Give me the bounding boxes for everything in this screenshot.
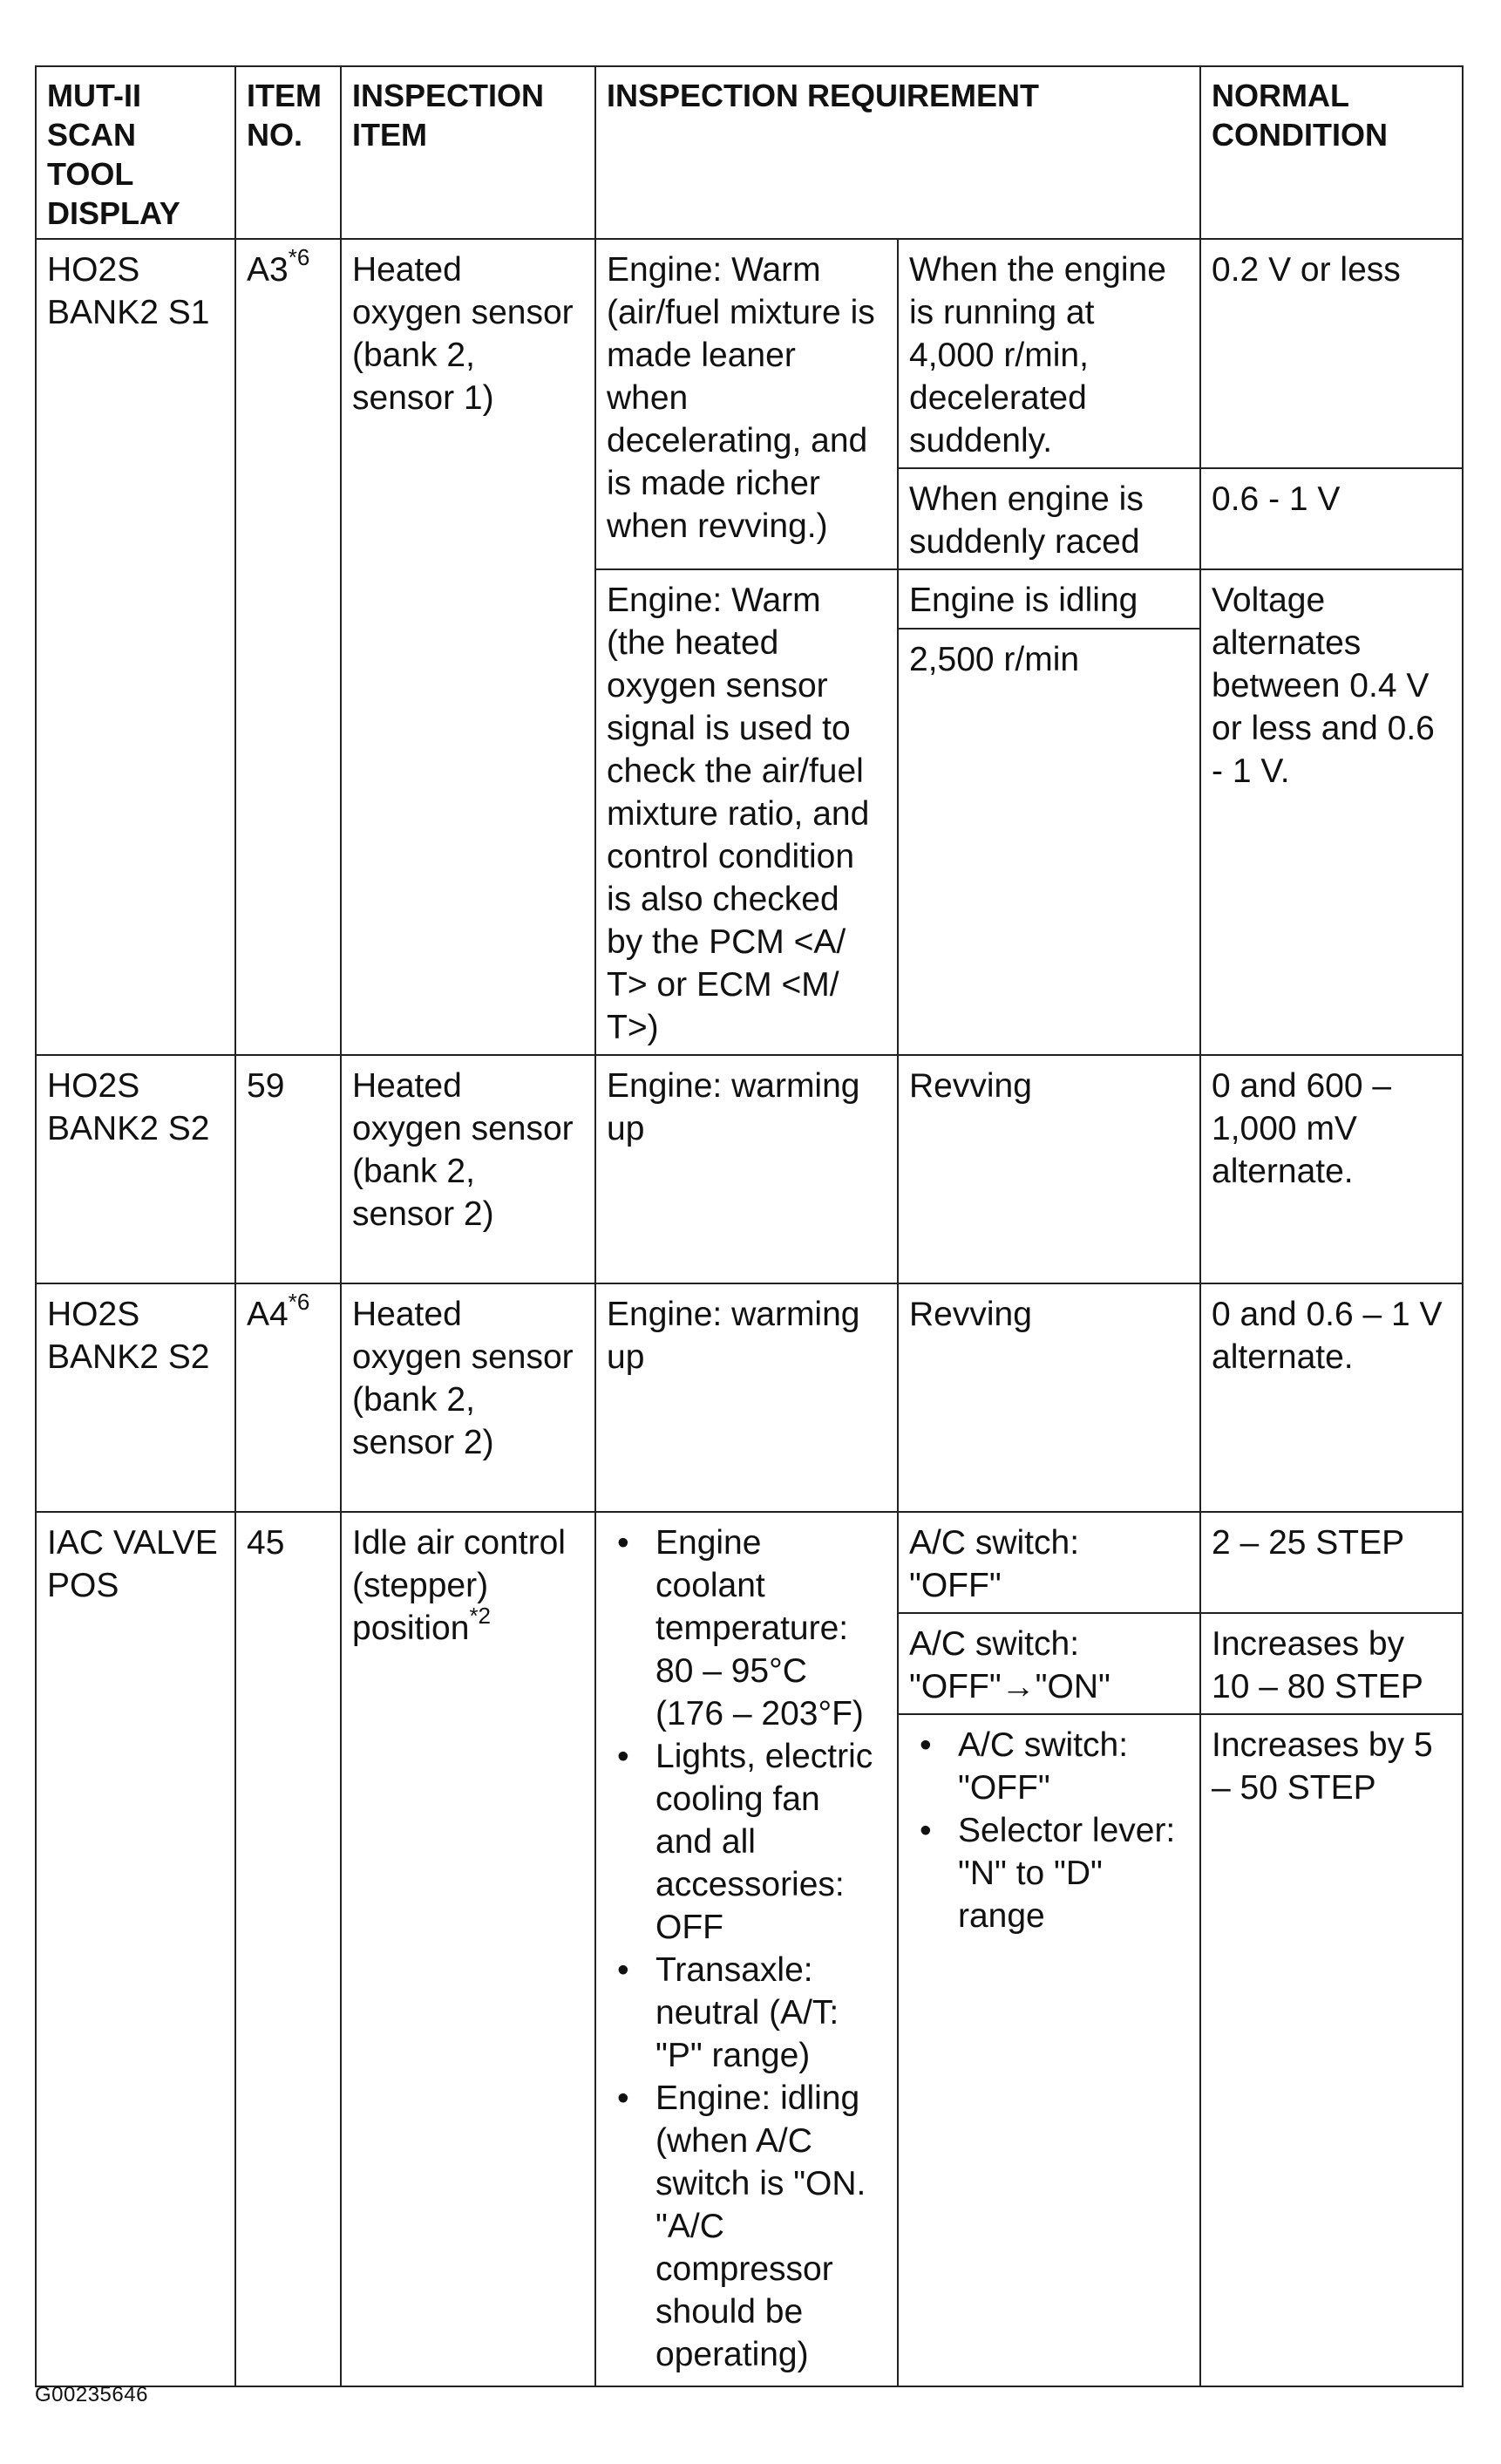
figure-id: G00235646 [35,2383,148,2406]
item-no-text: A3 [247,251,289,289]
display-cell: HO2S BANK2 S2 [36,1283,235,1512]
header-row [36,66,1463,239]
header-scan-tool-display: MUT-II SCAN TOOL DISPLAY [36,66,235,239]
condition-cell: When engine is suddenly raced [898,468,1200,569]
header-item-no: ITEM NO. [235,66,341,239]
requirement-list [607,1521,886,2376]
normal-condition-cell: Voltage alternates between 0.4 V or less and 0.6 - 1 V. [1200,569,1463,1055]
condition-cell: 2,500 r/min [898,629,1200,1055]
display-cell: HO2S BANK2 S1 [36,239,235,1055]
header-normal-condition: NORMAL CONDITION [1200,66,1463,239]
item-no-cell: 59 [235,1055,341,1283]
item-no-cell [235,239,341,1055]
requirement-cell: Engine: Warm (the heated oxygen sensor signal is used to check the air/fuel mixture ratio, and control condition is also checked by the PCM <A/ T> or ECM <M/ T>) [595,569,898,1055]
condition-cell: Revving [898,1055,1200,1283]
inspection-item-cell: Heated oxygen sensor (bank 2, sensor 2) [341,1055,595,1283]
display-cell: IAC VALVE POS [36,1512,235,2386]
footnote-mark: *6 [288,244,310,270]
list-item: • Transaxle: neutral (A/T: "P" range) [655,1949,886,2077]
normal-condition-cell: 0 and 600 – 1,000 mV alternate. [1200,1055,1463,1283]
requirement-cell [595,1512,898,2386]
requirement-cell: Engine: Warm (air/fuel mixture is made leaner when decelerating, and is made richer when revving.) [595,239,898,569]
list-item: • Engine: idling (when A/C switch is "ON. "A/C compressor should be operating) [655,2077,886,2376]
inspection-table [35,65,1464,2387]
condition-cell: When the engine is running at 4,000 r/min, decelerated suddenly. [898,239,1200,468]
display-cell: HO2S BANK2 S2 [36,1055,235,1283]
requirement-cell: Engine: warming up [595,1055,898,1283]
condition-cell: Engine is idling [898,569,1200,629]
table-row [36,1512,1463,1613]
normal-condition-cell: 0 and 0.6 – 1 V alternate. [1200,1283,1463,1512]
normal-condition-cell: Increases by 5 – 50 STEP [1200,1714,1463,2386]
normal-condition-cell: 0.6 - 1 V [1200,468,1463,569]
footnote-mark: *2 [469,1603,492,1629]
condition-list [909,1724,1189,1937]
table-row [36,239,1463,468]
table-row [36,1055,1463,1283]
list-item: • Selector lever: "N" to "D" range [958,1809,1189,1937]
inspection-item-cell: Heated oxygen sensor (bank 2, sensor 2) [341,1283,595,1512]
item-no-cell: 45 [235,1512,341,2386]
list-item: • Engine coolant temperature: 80 – 95°C (176 – 203°F) [655,1521,886,1735]
condition-cell: A/C switch: "OFF" [898,1512,1200,1613]
list-item: • Lights, electric cooling fan and all accessories: OFF [655,1735,886,1949]
inspection-item-cell: Heated oxygen sensor (bank 2, sensor 1) [341,239,595,1055]
footnote-mark: *6 [288,1289,310,1315]
item-no-cell [235,1283,341,1512]
list-item: • A/C switch: "OFF" [958,1724,1189,1809]
requirement-cell: Engine: warming up [595,1283,898,1512]
normal-condition-cell: 2 – 25 STEP [1200,1512,1463,1613]
condition-cell [898,1714,1200,2386]
item-no-text: A4 [247,1296,289,1333]
header-inspection-requirement: INSPECTION REQUIREMENT [595,66,1200,239]
table-row [36,1283,1463,1512]
condition-cell: A/C switch: "OFF"→"ON" [898,1613,1200,1714]
condition-cell: Revving [898,1283,1200,1512]
inspection-item-text: Idle air control (stepper) position [352,1524,566,1647]
header-inspection-item: INSPECTION ITEM [341,66,595,239]
normal-condition-cell: 0.2 V or less [1200,239,1463,468]
normal-condition-cell: Increases by 10 – 80 STEP [1200,1613,1463,1714]
inspection-item-cell [341,1512,595,2386]
